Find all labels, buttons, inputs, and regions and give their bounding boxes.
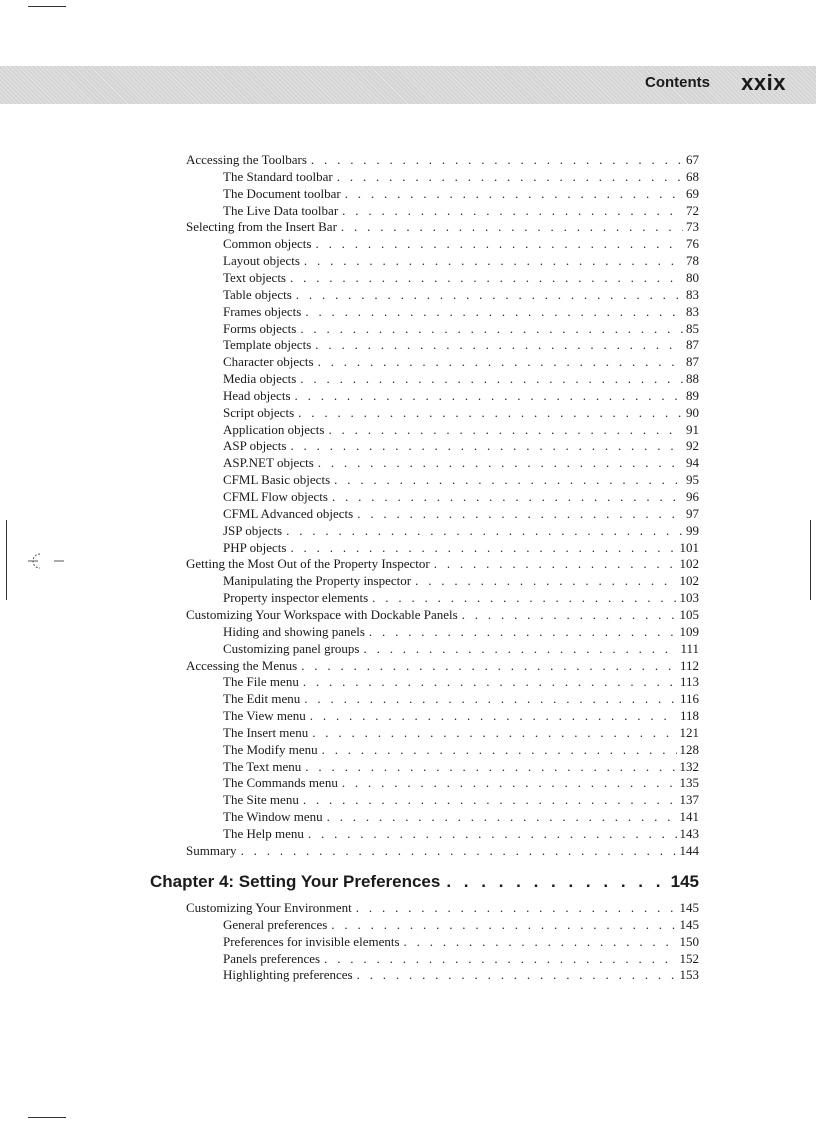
toc-subentry[interactable] xyxy=(223,589,699,606)
toc-subentry[interactable] xyxy=(223,572,699,589)
toc-subentry[interactable] xyxy=(223,539,699,556)
toc-entry[interactable] xyxy=(186,657,699,674)
toc-entry-title: The Text menu xyxy=(223,758,302,774)
toc-entry-title: Panels preferences xyxy=(223,950,321,966)
dot-leader xyxy=(342,202,683,219)
toc-subentry[interactable] xyxy=(223,202,699,219)
dot-leader xyxy=(318,454,683,471)
dot-leader xyxy=(312,724,676,741)
toc-entry-title: JSP objects xyxy=(223,522,283,538)
dot-leader xyxy=(356,899,677,916)
toc-entry-page: 76 xyxy=(686,236,699,252)
toc-subentry[interactable] xyxy=(223,286,699,303)
toc-subentry[interactable] xyxy=(223,421,699,438)
toc-entry[interactable] xyxy=(186,606,699,623)
dot-leader xyxy=(311,151,683,168)
toc-subentry[interactable] xyxy=(223,916,699,933)
toc-entry-title: Media objects xyxy=(223,371,297,387)
toc-subentry[interactable] xyxy=(223,353,699,370)
dot-leader xyxy=(446,870,666,894)
toc-entry-title: The Edit menu xyxy=(223,691,301,707)
toc-entry-title: ASP objects xyxy=(223,438,287,454)
toc-entry-title: Manipulating the Property inspector xyxy=(223,573,412,589)
toc-entry-page: 137 xyxy=(679,792,699,808)
dot-leader xyxy=(357,966,677,983)
crop-mark-bottom-left xyxy=(28,1117,66,1118)
dot-leader xyxy=(295,387,683,404)
dot-leader xyxy=(290,539,676,556)
toc-entry-page: 97 xyxy=(686,505,699,521)
toc-subentry[interactable] xyxy=(223,758,699,775)
toc-entry-page: 143 xyxy=(679,826,699,841)
toc-entry-page: 72 xyxy=(686,202,699,218)
dot-leader xyxy=(286,522,683,539)
toc-entry-page: 69 xyxy=(686,185,699,201)
toc-entry-title: Table objects xyxy=(223,286,292,302)
dot-leader xyxy=(369,623,677,640)
toc-subentry[interactable] xyxy=(223,404,699,421)
toc-entry-page: 94 xyxy=(686,455,699,471)
crop-mark-right-edge xyxy=(810,520,811,600)
toc-entry-page: 88 xyxy=(686,371,699,387)
dot-leader xyxy=(337,168,683,185)
toc-entry-title: The Window menu xyxy=(223,809,323,825)
toc-entry-page: 90 xyxy=(686,404,699,420)
toc-entry-page: 99 xyxy=(686,522,699,538)
toc-subentry[interactable] xyxy=(223,966,699,983)
dot-leader xyxy=(341,218,683,235)
toc-subentry[interactable] xyxy=(223,808,699,825)
dot-leader xyxy=(298,404,683,421)
dot-leader xyxy=(434,555,677,572)
toc-subentry[interactable] xyxy=(223,623,699,640)
dot-leader xyxy=(415,572,676,589)
toc-entry-page: 132 xyxy=(679,758,699,774)
dot-leader xyxy=(342,774,677,791)
dot-leader xyxy=(310,707,677,724)
toc-entry[interactable] xyxy=(186,151,699,168)
toc-entry-title: Script objects xyxy=(223,404,295,420)
toc-entry-title: Common objects xyxy=(223,236,312,252)
toc-entry-title: The Modify menu xyxy=(223,741,318,757)
toc-entry-title: Application objects xyxy=(223,421,325,437)
toc-subentry[interactable] xyxy=(223,640,699,657)
toc-entry-page: 96 xyxy=(686,489,699,504)
toc-entry-page: 144 xyxy=(679,842,699,858)
running-header-title: Contents xyxy=(645,74,710,91)
toc-entry-page: 95 xyxy=(686,472,699,488)
toc-entry-page: 83 xyxy=(686,303,699,319)
toc-entry-title: Customizing Your Environment xyxy=(186,900,352,915)
dot-leader xyxy=(364,640,678,657)
dot-leader xyxy=(304,690,677,707)
toc-entry-page: 116 xyxy=(679,691,699,707)
toc-subentry[interactable] xyxy=(223,933,699,950)
dot-leader xyxy=(332,488,683,505)
dot-leader xyxy=(328,421,683,438)
toc-entry-page: 83 xyxy=(686,286,699,302)
toc-entry-page: 87 xyxy=(686,337,699,353)
toc-entry-page: 145 xyxy=(679,916,699,932)
dot-leader xyxy=(305,303,683,320)
toc-entry-title: The Help menu xyxy=(223,826,304,841)
toc-entry-page: 67 xyxy=(686,152,699,167)
toc-subentry[interactable] xyxy=(223,471,699,488)
toc-subentry[interactable] xyxy=(223,370,699,387)
dot-leader xyxy=(290,269,683,286)
dot-leader xyxy=(324,950,676,967)
toc-subentry[interactable] xyxy=(223,437,699,454)
toc-entry-title: CFML Advanced objects xyxy=(223,505,354,521)
toc-subentry[interactable] xyxy=(223,774,699,791)
toc-entry-title: The Standard toolbar xyxy=(223,168,333,184)
toc-subentry[interactable] xyxy=(223,522,699,539)
toc-entry-title: Layout objects xyxy=(223,253,300,269)
dot-leader xyxy=(318,353,683,370)
toc-entry-title: Accessing the Toolbars xyxy=(186,152,307,167)
toc-subentry[interactable] xyxy=(223,690,699,707)
crop-mark-top-left xyxy=(28,6,66,7)
toc-subentry[interactable] xyxy=(223,673,699,690)
toc-entry-title: Hiding and showing panels xyxy=(223,623,365,639)
dot-leader xyxy=(305,758,676,775)
dot-leader xyxy=(345,185,683,202)
toc-subentry[interactable] xyxy=(223,387,699,404)
dot-leader xyxy=(308,825,677,842)
dot-leader xyxy=(241,842,677,859)
toc-entry-title: ASP.NET objects xyxy=(223,455,314,471)
toc-entry-page: 80 xyxy=(686,269,699,285)
toc-entry-title: Property inspector elements xyxy=(223,590,369,606)
toc-subentry[interactable] xyxy=(223,741,699,758)
toc-entry-page: 128 xyxy=(679,741,699,757)
dot-leader xyxy=(462,606,677,623)
dot-leader xyxy=(303,791,677,808)
toc-subentry[interactable] xyxy=(223,505,699,522)
dot-leader xyxy=(315,336,683,353)
toc-entry-page: 78 xyxy=(686,253,699,269)
toc-subentry[interactable] xyxy=(223,950,699,967)
dot-leader xyxy=(296,286,683,303)
toc-entry-title: Customizing Your Workspace with Dockable Panels xyxy=(186,606,458,622)
toc-entry-title: Highlighting preferences xyxy=(223,967,353,983)
toc-entry-page: 68 xyxy=(686,168,699,184)
toc-subentry[interactable] xyxy=(223,252,699,269)
toc-entry-title: Summary xyxy=(186,842,237,858)
dot-leader xyxy=(322,741,677,758)
toc-subentry[interactable] xyxy=(223,235,699,252)
toc-entry[interactable] xyxy=(186,555,699,572)
dot-leader xyxy=(300,370,683,387)
toc-subentry[interactable] xyxy=(223,320,699,337)
toc-entry-page: 87 xyxy=(686,354,699,370)
toc-entry-title: General preferences xyxy=(223,916,328,932)
toc-subentry[interactable] xyxy=(223,791,699,808)
dot-leader xyxy=(301,657,677,674)
toc-entry[interactable] xyxy=(186,218,699,235)
chapter-title: Chapter 4: Setting Your Preferences xyxy=(150,872,441,891)
dot-leader xyxy=(303,673,677,690)
dot-leader xyxy=(304,252,683,269)
dot-leader xyxy=(300,320,683,337)
toc-entry-page: 141 xyxy=(679,809,699,825)
toc-subentry[interactable] xyxy=(223,707,699,724)
toc-entry-page: 118 xyxy=(679,708,699,724)
toc-entry-page: 109 xyxy=(679,623,699,639)
toc-subentry[interactable] xyxy=(223,825,699,842)
toc-entry-title: Accessing the Menus xyxy=(186,657,298,673)
toc-entry-page: 91 xyxy=(686,421,699,437)
toc-entry-title: Frames objects xyxy=(223,303,302,319)
toc-entry-title: Character objects xyxy=(223,354,314,370)
toc-entry-title: The Site menu xyxy=(223,792,299,808)
toc-subentry[interactable] xyxy=(223,269,699,286)
toc-entry-page: 121 xyxy=(679,724,699,740)
toc-entry-title: Text objects xyxy=(223,269,286,285)
toc-entry[interactable] xyxy=(186,842,699,859)
toc-entry-page: 89 xyxy=(686,387,699,403)
toc-entry-page: 103 xyxy=(679,590,699,606)
dot-leader xyxy=(357,505,683,522)
toc-entry-page: 150 xyxy=(679,933,699,949)
toc-entry-title: The Insert menu xyxy=(223,724,309,740)
toc-entry-page: 102 xyxy=(679,573,699,589)
dot-leader xyxy=(315,235,683,252)
toc-entry-page: 145 xyxy=(679,900,699,915)
toc-entry-page: 112 xyxy=(679,657,699,673)
toc-chapter-heading[interactable] xyxy=(150,870,699,894)
toc-entry[interactable] xyxy=(186,899,699,916)
toc-subentry[interactable] xyxy=(223,168,699,185)
toc-entry-title: CFML Basic objects xyxy=(223,472,331,488)
toc-subentry[interactable] xyxy=(223,185,699,202)
toc-entry-title: Head objects xyxy=(223,387,291,403)
toc-entry-title: CFML Flow objects xyxy=(223,489,328,504)
toc-entry-page: 73 xyxy=(686,219,699,235)
toc-entry-title: The Live Data toolbar xyxy=(223,202,339,218)
toc-subentry[interactable] xyxy=(223,454,699,471)
toc-entry-page: 152 xyxy=(679,950,699,966)
toc-subentry[interactable] xyxy=(223,488,699,505)
toc-entry-title: The Document toolbar xyxy=(223,185,341,201)
toc-entry-page: 135 xyxy=(679,775,699,791)
chapter-page: 145 xyxy=(670,872,699,891)
dot-leader xyxy=(334,471,683,488)
toc-entry-title: The Commands menu xyxy=(223,775,338,791)
toc-subentry[interactable] xyxy=(223,336,699,353)
toc-subentry[interactable] xyxy=(223,724,699,741)
toc-entry-title: Selecting from the Insert Bar xyxy=(186,219,337,235)
dot-leader xyxy=(331,916,676,933)
toc-entry-title: Template objects xyxy=(223,337,312,353)
page-number: xxix xyxy=(741,70,786,95)
toc-entry-title: The View menu xyxy=(223,708,306,724)
dot-leader xyxy=(372,589,676,606)
toc-entry-page: 153 xyxy=(679,967,699,983)
toc-subentry[interactable] xyxy=(223,303,699,320)
toc-entry-page: 113 xyxy=(679,674,699,690)
toc-entry-page: 105 xyxy=(679,606,699,622)
dot-leader xyxy=(290,437,683,454)
toc-entry-page: 92 xyxy=(686,438,699,454)
toc-entry-title: Customizing panel groups xyxy=(223,640,360,656)
toc-entry-page: 85 xyxy=(686,320,699,336)
dot-leader xyxy=(404,933,677,950)
toc-entry-title: Forms objects xyxy=(223,320,297,336)
crop-mark-left-edge xyxy=(6,520,7,600)
toc-entry-page: 111 xyxy=(680,640,699,656)
dot-leader xyxy=(327,808,677,825)
toc-entry-title: Getting the Most Out of the Property Inspector xyxy=(186,556,430,572)
toc-entry-title: The File menu xyxy=(223,674,299,690)
toc-entry-page: 101 xyxy=(679,539,699,555)
toc-entry-title: PHP objects xyxy=(223,539,287,555)
toc-entry-title: Preferences for invisible elements xyxy=(223,933,400,949)
registration-mark-icon xyxy=(28,546,68,581)
toc-entry-page: 102 xyxy=(679,556,699,572)
